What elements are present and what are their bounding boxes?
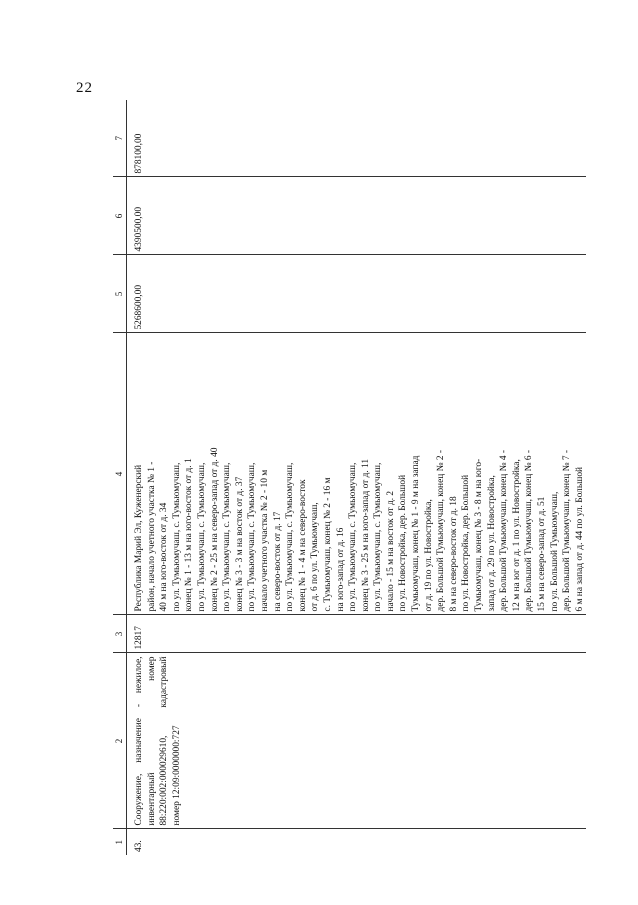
description-line: от д. 6 по ул. Тумьюмучаш, — [310, 502, 321, 612]
description-line: конец № 3 - 3 м на восток от д. 37 — [234, 476, 245, 612]
rotated-table-container — [113, 100, 585, 855]
description-line: Тумьюмучаш, конец № 1 - 9 м на запад — [411, 455, 422, 612]
description-line: на северо-восток от д. 17 — [272, 511, 283, 612]
description-line: дер. Большой Тумьюмучаш, конец № 4 - — [499, 449, 510, 612]
header-col-5: 5 — [113, 255, 127, 333]
description-line: от д. 19 по ул. Новостройка, — [423, 499, 434, 612]
table-header-row — [113, 100, 127, 855]
description-line: район, начало учетного участка № 1 - — [146, 461, 157, 612]
description-line: конец № 1 - 13 м на юго-восток от д. 1 — [184, 458, 195, 612]
description-line: конец № 2 - 25 м на северо-запад от д. 40 — [209, 447, 220, 612]
table-row — [127, 100, 587, 855]
value-col-6: 4390500,00 — [127, 177, 587, 255]
row-number: 43. — [134, 840, 144, 852]
description-line: с. Тумьюмучаш, конец № 2 - 16 м — [322, 477, 333, 612]
description-line: по ул. Тумьюмучаш, с. Тумьюмучаш, — [171, 462, 182, 612]
description-line: по ул. Тумьюмучаш, с. Тумьюмучаш, — [222, 462, 233, 612]
description-line: на юго-запад от д. 16 — [335, 527, 346, 612]
description-line: по ул. Тумьюмучаш, с. Тумьюмучаш, — [247, 462, 258, 612]
header-col-7: 7 — [113, 100, 127, 177]
description-line: Тумьюмучаш, конец № 3 - 8 м на юго- — [474, 458, 485, 612]
property-table — [113, 100, 586, 855]
description-line: запад от д. 29 по ул. Новостройка, — [486, 475, 497, 612]
page-number: 22 — [76, 80, 93, 96]
value-col-5: 5268600,00 — [127, 255, 587, 333]
object-length: 12817 — [127, 615, 587, 653]
description-line: 12 м на юг от д. 1 по ул. Новостройка, — [511, 459, 522, 612]
description-line: начало - 15 м на восток от д. 2 — [385, 490, 396, 612]
header-col-4: 4 — [113, 333, 127, 615]
description-line: дер. Большой Тумьюмучаш, конец № 7 - — [562, 449, 573, 612]
description-line: дер. Большой Тумьюмучаш, конец № 6 - — [524, 449, 535, 612]
description-line: Республика Марий Эл, Куженерский — [134, 464, 144, 612]
value-col-7: 878100,00 — [127, 100, 587, 177]
description-line: по ул. Тумьюмучаш, с. Тумьюмучаш, — [373, 462, 384, 612]
header-col-2: 2 — [113, 653, 127, 829]
object-name: Сооружение, назначение - нежилое, инвентарный номер 88:220:002:000029610, кадастровый номер 12:09:0000000:727 — [127, 653, 587, 829]
description-line: начало учетного участка № 2 - 10 м — [259, 469, 270, 612]
description-line: конец № 1 - 4 м на северо-восток — [297, 479, 308, 612]
description-line: по ул. Большой Тумьюмучаш, — [549, 491, 560, 612]
header-col-6: 6 — [113, 177, 127, 255]
header-col-1: 1 — [113, 829, 127, 855]
description-line: по ул. Новостройка, дер. Большой — [398, 474, 409, 612]
description-line: дер. Большой Тумьюмучаш, конец № 2 - — [436, 449, 447, 612]
description-line: по ул. Тумьюмучаш, с. Тумьюмучаш, — [196, 462, 207, 612]
header-col-3: 3 — [113, 615, 127, 653]
description-line: конец № 3 - 25 м на юго-запад от д. 11 — [360, 458, 371, 612]
description-line: по ул. Тумьюмучаш, с. Тумьюмучаш, — [348, 462, 359, 612]
description-line: по ул. Тумьюмучаш, с. Тумьюмучаш, — [285, 462, 296, 612]
description-line: по ул. Новостройка, дер. Большой — [461, 474, 472, 612]
description-line: 6 м на запад от д. 44 по ул. Большой — [574, 466, 585, 612]
object-description — [127, 333, 587, 615]
description-line: 40 м на юго-восток от д. 34 — [159, 502, 170, 612]
description-line: 8 м на северо-восток от д. 18 — [448, 496, 459, 612]
description-line: 15 м на северо-запад от д. 51 — [537, 496, 547, 612]
